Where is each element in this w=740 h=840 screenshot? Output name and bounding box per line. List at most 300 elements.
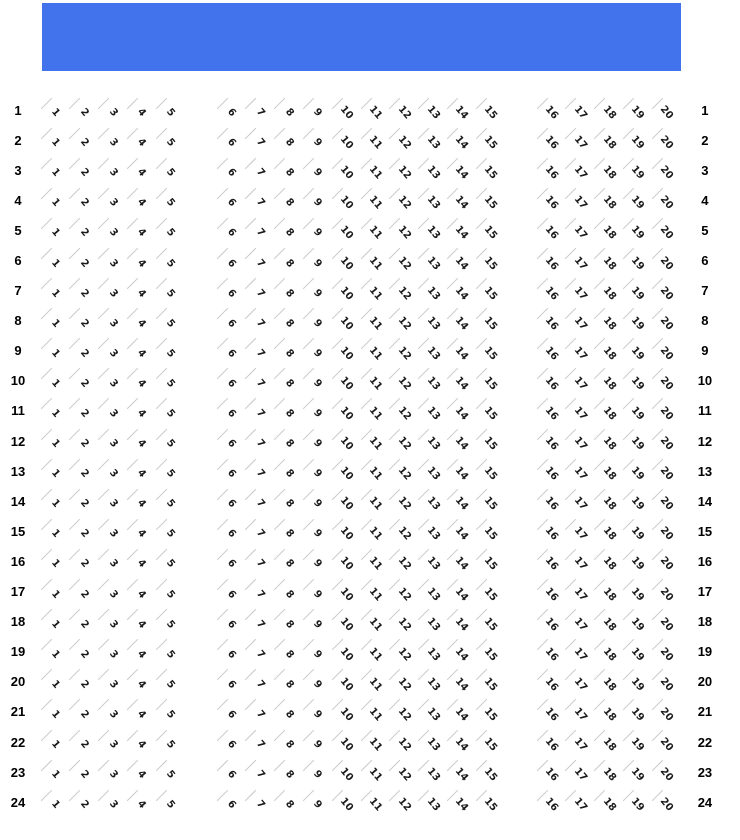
cell-number: 2 (77, 618, 91, 631)
grid-cell (156, 729, 185, 755)
grid-cell (217, 669, 246, 695)
grid-cell (274, 368, 303, 394)
cell-number: 9 (311, 377, 325, 390)
cell-number: 5 (164, 708, 178, 721)
grid-cell (127, 308, 156, 334)
grid-cell (389, 428, 418, 454)
cell-number: 5 (164, 768, 178, 781)
grid-cell (156, 338, 185, 364)
cell-number: 19 (629, 735, 647, 754)
row-label-right: 8 (701, 313, 709, 329)
cell-number: 12 (395, 705, 413, 724)
grid-cell (447, 308, 476, 334)
grid-cell (245, 97, 274, 123)
grid-cell (594, 428, 623, 454)
grid-cell (537, 248, 566, 274)
cell-number: 14 (453, 224, 471, 242)
grid-cell (332, 609, 361, 635)
cell-number: 10 (337, 164, 356, 182)
grid-cell (245, 127, 274, 153)
grid-cell (98, 338, 127, 364)
grid-cell (418, 278, 447, 304)
grid-cell (41, 338, 70, 364)
cell-number: 4 (135, 527, 149, 541)
grid-cell (361, 217, 390, 243)
cell-number: 17 (571, 103, 589, 122)
grid-cell (652, 518, 681, 544)
grid-cell (476, 97, 505, 123)
row-label-right: 14 (697, 493, 713, 509)
grid-cell (303, 278, 332, 304)
cell-number: 14 (453, 464, 471, 483)
grid-row (0, 516, 740, 546)
grid-row (0, 456, 740, 486)
grid-cell (476, 127, 505, 153)
grid-cell (217, 338, 246, 364)
cell-number: 1 (48, 437, 62, 450)
cell-number: 5 (164, 287, 178, 300)
row-label-left: 16 (10, 553, 26, 569)
cell-number: 10 (337, 404, 356, 423)
grid-row (0, 486, 740, 516)
grid-cell (361, 669, 390, 695)
grid-cell (69, 338, 98, 364)
grid-cell (418, 669, 447, 695)
grid-cell (652, 308, 681, 334)
cell-number: 1 (48, 648, 62, 661)
grid-cell (652, 338, 681, 364)
row-label-right: 3 (701, 162, 709, 178)
cell-number: 2 (77, 557, 91, 571)
grid-cell (41, 699, 70, 725)
grid-cell (594, 157, 623, 183)
cell-number: 17 (571, 585, 589, 604)
cell-number: 16 (542, 675, 561, 694)
cell-number: 12 (395, 254, 413, 273)
grid-cell (41, 398, 70, 424)
grid-cell (447, 518, 476, 544)
cell-number: 8 (282, 196, 296, 210)
cell-number: 17 (571, 765, 589, 784)
grid-cell (565, 338, 594, 364)
grid-cell (127, 458, 156, 484)
cell-number: 10 (337, 133, 356, 152)
row-cells (41, 729, 681, 755)
cell-number: 6 (224, 317, 238, 330)
cell-number: 2 (77, 226, 91, 240)
cell-number: 17 (571, 404, 589, 423)
row-label-left: 18 (10, 614, 26, 630)
grid-cell (594, 187, 623, 213)
cell-number: 7 (253, 618, 267, 631)
cell-number: 4 (135, 678, 149, 691)
cell-number: 9 (311, 648, 325, 661)
cell-number: 3 (106, 287, 120, 300)
cell-number: 19 (629, 434, 647, 453)
cell-number: 19 (629, 555, 647, 573)
grid-cell (652, 488, 681, 514)
grid-cell (303, 368, 332, 394)
cell-number: 2 (77, 256, 91, 270)
cell-number: 2 (77, 738, 91, 751)
grid-cell (565, 428, 594, 454)
row-label-right: 10 (697, 373, 713, 389)
grid-cell (303, 308, 332, 334)
grid-cell (623, 127, 652, 153)
grid-cell (652, 278, 681, 304)
cell-number: 18 (600, 404, 618, 423)
cell-number: 14 (453, 705, 471, 724)
cell-number: 17 (571, 645, 589, 664)
grid-cell (652, 398, 681, 424)
grid-cell (156, 187, 185, 213)
cell-number: 3 (106, 497, 120, 511)
grid-cell (418, 729, 447, 755)
grid-cell (447, 639, 476, 665)
grid-cell (217, 248, 246, 274)
cell-number: 12 (395, 675, 413, 694)
grid-cell (447, 127, 476, 153)
cell-number: 6 (224, 347, 238, 360)
cell-number: 8 (282, 226, 296, 240)
row-label-right: 16 (697, 553, 713, 569)
cell-number: 10 (337, 615, 356, 634)
grid-cell (565, 308, 594, 334)
grid-cell (69, 217, 98, 243)
grid-cell (623, 428, 652, 454)
grid-cell (594, 398, 623, 424)
grid-cell (156, 368, 185, 394)
grid-cell (623, 187, 652, 213)
cell-number: 16 (542, 645, 561, 664)
cell-number: 11 (366, 344, 385, 363)
cell-number: 4 (135, 557, 149, 571)
cell-number: 19 (629, 404, 647, 423)
grid-cell (332, 699, 361, 725)
cell-number: 16 (542, 735, 561, 754)
cell-number: 8 (282, 377, 296, 390)
grid-cell (476, 518, 505, 544)
grid-cell (303, 729, 332, 755)
grid-cell (447, 759, 476, 785)
cell-number: 7 (253, 226, 267, 240)
cell-number: 20 (657, 615, 676, 634)
grid-cell (98, 548, 127, 574)
cell-number: 2 (77, 497, 91, 511)
grid-cell (69, 609, 98, 635)
grid-cell (41, 127, 70, 153)
row-label-right: 19 (697, 644, 713, 660)
grid-cell (69, 398, 98, 424)
grid-cell (332, 398, 361, 424)
grid-row (0, 95, 740, 125)
cell-number: 7 (253, 497, 267, 511)
cell-number: 2 (77, 287, 91, 300)
cell-number: 8 (282, 557, 296, 571)
grid-cell (361, 579, 390, 605)
cell-number: 12 (395, 194, 413, 212)
cell-number: 15 (481, 675, 500, 694)
grid-cell (156, 308, 185, 334)
cell-number: 11 (366, 645, 385, 664)
row-label-left: 6 (14, 253, 22, 269)
cell-number: 7 (253, 798, 267, 812)
cell-number: 14 (453, 434, 471, 453)
cell-number: 13 (424, 194, 442, 212)
grid-cell (332, 428, 361, 454)
grid-cell (476, 308, 505, 334)
grid-cell (537, 157, 566, 183)
grid-cell (98, 518, 127, 544)
grid-cell (537, 368, 566, 394)
cell-number: 5 (164, 347, 178, 360)
grid-cell (156, 669, 185, 695)
grid-cell (98, 308, 127, 334)
cell-number: 15 (481, 254, 500, 273)
grid-cell (156, 157, 185, 183)
row-label-left: 8 (14, 313, 22, 329)
cell-number: 12 (395, 495, 413, 513)
cell-number: 14 (453, 765, 471, 784)
grid-cell (447, 187, 476, 213)
grid-cell (623, 398, 652, 424)
cell-number: 7 (253, 106, 267, 119)
cell-number: 4 (135, 467, 149, 481)
cell-number: 4 (135, 618, 149, 631)
cell-number: 13 (424, 133, 442, 152)
cell-number: 12 (395, 404, 413, 423)
row-label-right: 12 (697, 433, 713, 449)
cell-number: 9 (311, 226, 325, 240)
grid-cell (476, 157, 505, 183)
cell-number: 6 (224, 588, 238, 601)
grid-cell (303, 248, 332, 274)
cell-number: 1 (48, 497, 62, 511)
cell-number: 20 (657, 404, 676, 423)
cell-number: 2 (77, 347, 91, 360)
cell-number: 4 (135, 648, 149, 661)
grid-cell (41, 157, 70, 183)
cell-number: 6 (224, 166, 238, 180)
cell-number: 2 (77, 588, 91, 601)
grid-cell (41, 518, 70, 544)
cell-number: 14 (453, 615, 471, 634)
cell-number: 18 (600, 434, 618, 453)
grid-cell (41, 368, 70, 394)
grid-cell (156, 398, 185, 424)
grid-cell (389, 609, 418, 635)
grid-cell (98, 278, 127, 304)
grid-cell (418, 127, 447, 153)
cell-number: 6 (224, 106, 238, 119)
cell-number: 17 (571, 194, 589, 212)
cell-number: 6 (224, 557, 238, 571)
grid-cell (594, 278, 623, 304)
cell-number: 3 (106, 106, 120, 119)
cell-number: 11 (366, 705, 385, 724)
grid-cell (127, 187, 156, 213)
cell-number: 6 (224, 256, 238, 270)
cell-number: 10 (337, 224, 356, 242)
grid-cell (98, 609, 127, 635)
grid-cell (41, 97, 70, 123)
grid-cell (127, 729, 156, 755)
cell-number: 11 (366, 103, 385, 122)
grid-cell (447, 278, 476, 304)
grid-cell (69, 458, 98, 484)
cell-number: 18 (600, 103, 618, 122)
grid-cell (537, 759, 566, 785)
grid-cell (332, 217, 361, 243)
grid-cell (303, 669, 332, 695)
cell-number: 11 (366, 525, 385, 543)
grid-cell (98, 127, 127, 153)
cell-number: 15 (481, 495, 500, 513)
grid-cell (98, 729, 127, 755)
row-cells (41, 609, 681, 635)
grid-cell (127, 518, 156, 544)
grid-cell (69, 428, 98, 454)
cell-number: 14 (453, 254, 471, 273)
grid-cell (303, 458, 332, 484)
grid-cell (623, 278, 652, 304)
cell-number: 1 (48, 467, 62, 481)
cell-number: 6 (224, 738, 238, 751)
row-label-right: 1 (701, 102, 709, 118)
cell-number: 20 (657, 194, 676, 212)
row-cells (41, 639, 681, 665)
grid-cell (652, 248, 681, 274)
cell-number: 16 (542, 344, 561, 363)
grid-cell (332, 187, 361, 213)
cell-number: 11 (366, 615, 385, 634)
grid-cell (303, 759, 332, 785)
cell-number: 3 (106, 708, 120, 721)
grid-cell (217, 187, 246, 213)
row-cells (41, 699, 681, 725)
grid-cell (361, 338, 390, 364)
cell-number: 14 (453, 103, 471, 122)
grid-row (0, 306, 740, 336)
grid-cell (537, 398, 566, 424)
grid-cell (156, 789, 185, 815)
grid-cell (623, 699, 652, 725)
grid-cell (41, 639, 70, 665)
cell-number: 8 (282, 648, 296, 661)
grid-cell (332, 338, 361, 364)
row-label-right: 21 (697, 704, 713, 720)
grid-cell (623, 639, 652, 665)
cell-number: 12 (395, 374, 413, 393)
cell-number: 17 (571, 555, 589, 573)
row-label-left: 9 (14, 343, 22, 359)
grid-cell (69, 759, 98, 785)
cell-number: 4 (135, 588, 149, 601)
cell-number: 1 (48, 527, 62, 541)
cell-number: 9 (311, 527, 325, 541)
grid-cell (156, 548, 185, 574)
grid-cell (594, 669, 623, 695)
cell-number: 12 (395, 735, 413, 754)
grid-cell (41, 217, 70, 243)
grid-cell (156, 579, 185, 605)
cell-number: 19 (629, 645, 647, 664)
grid-cell (303, 639, 332, 665)
row-cells (41, 157, 681, 183)
grid-cell (274, 579, 303, 605)
grid-cell (156, 278, 185, 304)
cell-number: 15 (481, 765, 500, 784)
grid-cell (245, 609, 274, 635)
grid-cell (245, 729, 274, 755)
cell-number: 11 (366, 314, 385, 333)
cell-number: 16 (542, 314, 561, 333)
grid-cell (127, 759, 156, 785)
grid-cell (69, 488, 98, 514)
grid-cell (274, 548, 303, 574)
cell-number: 5 (164, 317, 178, 330)
grid-cell (418, 248, 447, 274)
grid-cell (389, 217, 418, 243)
grid-cell (98, 579, 127, 605)
grid-cell (476, 609, 505, 635)
cell-number: 14 (453, 735, 471, 754)
cell-number: 7 (253, 256, 267, 270)
grid-cell (565, 548, 594, 574)
cell-number: 18 (600, 615, 618, 634)
cell-number: 10 (337, 705, 356, 724)
cell-number: 11 (366, 675, 385, 694)
cell-number: 12 (395, 555, 413, 573)
grid-cell (245, 368, 274, 394)
cell-number: 1 (48, 407, 62, 420)
cell-number: 20 (657, 796, 676, 814)
grid-cell (447, 789, 476, 815)
cell-number: 7 (253, 287, 267, 300)
cell-number: 7 (253, 467, 267, 481)
cell-number: 17 (571, 525, 589, 543)
cell-number: 11 (366, 796, 385, 814)
cell-number: 13 (424, 464, 442, 483)
grid-cell (332, 127, 361, 153)
cell-number: 8 (282, 738, 296, 751)
grid-cell (41, 278, 70, 304)
cell-number: 14 (453, 585, 471, 604)
cell-number: 5 (164, 648, 178, 661)
grid-cell (245, 548, 274, 574)
cell-number: 1 (48, 347, 62, 360)
cell-number: 17 (571, 495, 589, 513)
cell-number: 5 (164, 196, 178, 210)
grid-cell (623, 217, 652, 243)
grid-cell (69, 518, 98, 544)
cell-number: 7 (253, 648, 267, 661)
grid-cell (565, 579, 594, 605)
cell-number: 20 (657, 495, 676, 513)
grid-cell (69, 699, 98, 725)
cell-number: 4 (135, 106, 149, 119)
grid-cell (537, 669, 566, 695)
cell-number: 7 (253, 678, 267, 691)
grid-cell (274, 338, 303, 364)
grid-cell (245, 398, 274, 424)
cell-number: 4 (135, 226, 149, 240)
cell-number: 3 (106, 407, 120, 420)
grid-cell (594, 639, 623, 665)
grid-cell (537, 127, 566, 153)
grid-cell (418, 217, 447, 243)
grid-cell (217, 97, 246, 123)
